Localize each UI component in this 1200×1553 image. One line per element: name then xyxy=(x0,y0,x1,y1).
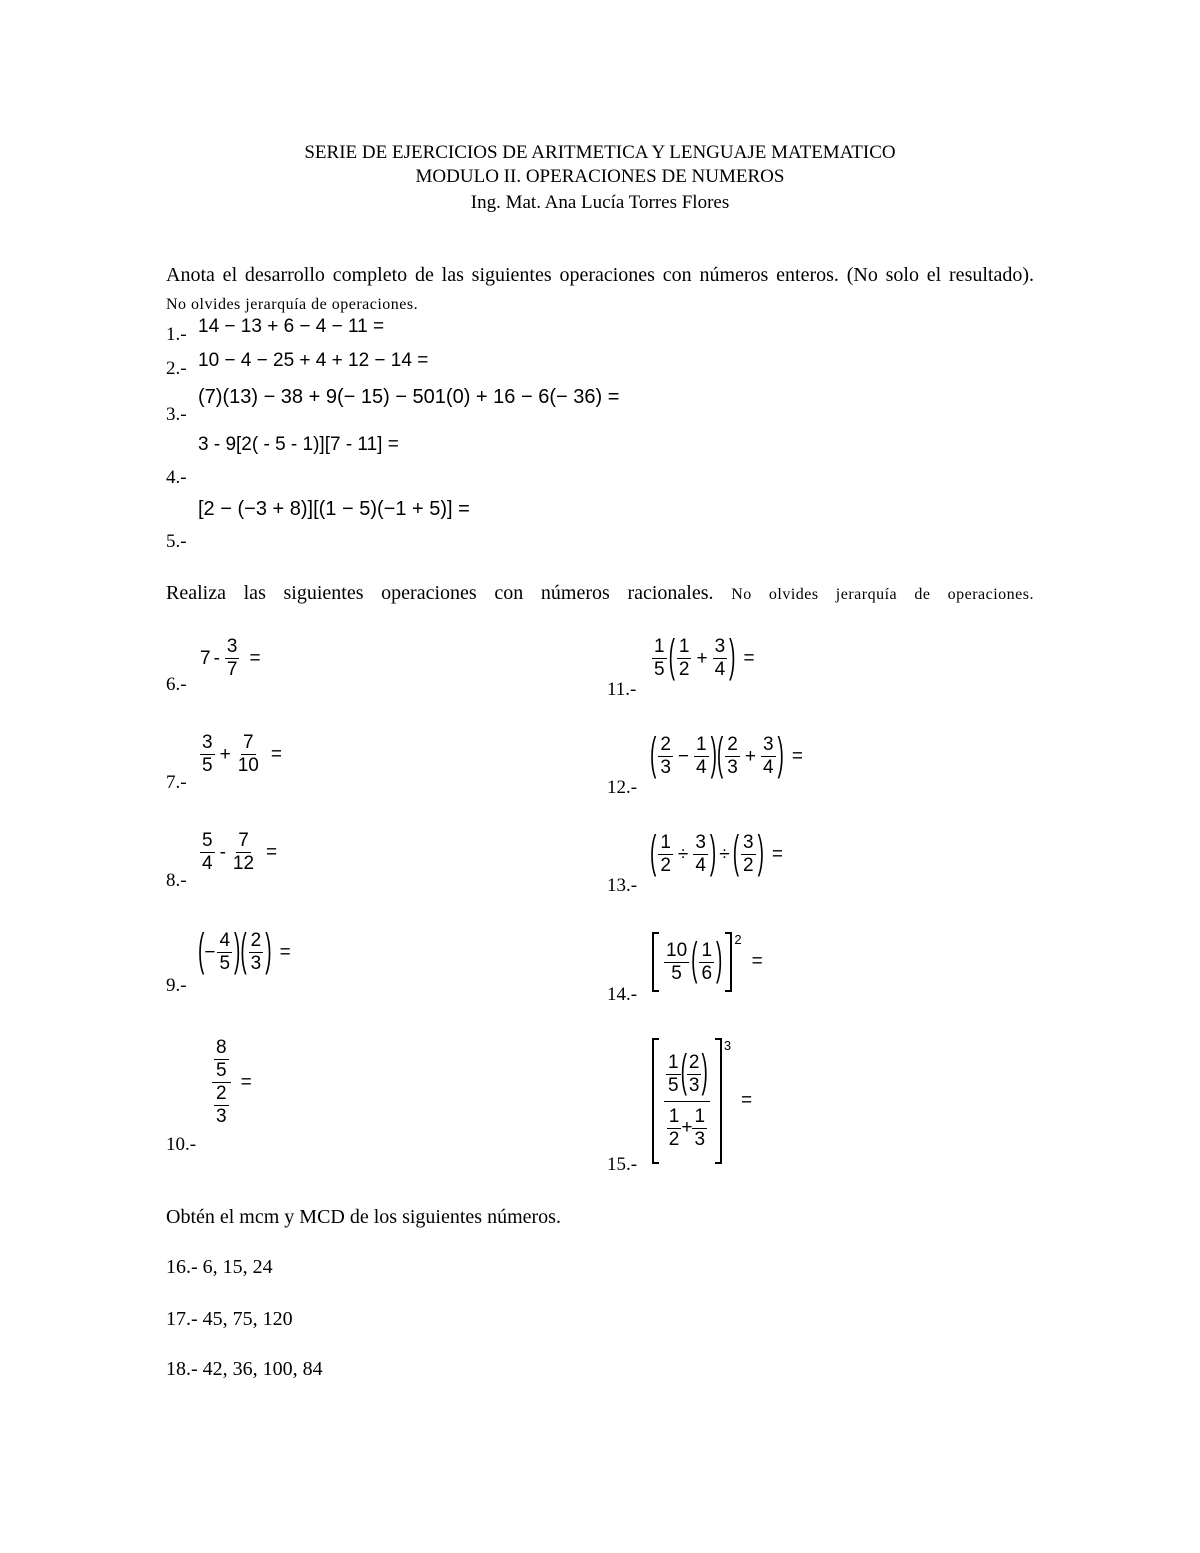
exercise-label: 10.- xyxy=(166,1134,197,1155)
module-title: MODULO II. OPERACIONES DE NUMEROS xyxy=(415,166,785,187)
exercise-label: 8.- xyxy=(166,870,187,891)
exercise-label: 12.- xyxy=(607,777,638,798)
exercise-expression: ( − $\frac{4}{5}$ ) ( $\frac{2}{3}$ ) = xyxy=(198,926,291,977)
section1-instruction-end xyxy=(166,290,418,318)
exercise-expression: ( $\frac{2}{3}$ − $\frac{1}{4}$ ) ( $\frac{2}{3}$ + $\frac{3}{4}$ ) = xyxy=(650,730,803,781)
exercise-expression: 7 - $\frac{3}{7}$ = xyxy=(200,636,261,680)
section1-instruction: Anota el desarrollo completo de las siguientes operaciones con números enteros. (No solo el resultado). xyxy=(166,264,1034,286)
exercise-expression: 10 − 4 − 25 + 4 + 12 − 14 = xyxy=(198,350,429,371)
exercise-expression: 14 − 13 + 6 − 4 − 11 = xyxy=(198,316,385,337)
section1-instruction-note: No olvides jerarquía de operaciones. xyxy=(166,296,419,313)
section3-instruction: Obtén el mcm y MCD de los siguientes números. xyxy=(166,1206,561,1228)
exercise-expression: $\frac{1}{5}$ ( $\frac{2}{3}$ ) $\frac{1}{2}$ + $\frac{1}{3}$ 3 = xyxy=(652,1038,752,1164)
exercise-label: 4.- xyxy=(166,467,187,488)
exercise-item: 16.- 6, 15, 24 xyxy=(166,1256,273,1278)
document-title: SERIE DE EJERCICIOS DE ARITMETICA Y LENGUAJE MATEMATICO xyxy=(304,142,896,163)
exercise-expression: (7)(13) − 38 + 9(− 15) − 501(0) + 16 − 6(− 36) = xyxy=(198,386,620,408)
section2-instruction: Realiza las siguientes operaciones con números racionales. No olvides jerarquía de operaciones. xyxy=(166,582,1034,604)
exercise-item: 18.- 42, 36, 100, 84 xyxy=(166,1358,323,1380)
exercise-label: 11.- xyxy=(607,679,637,700)
exercise-label: 5.- xyxy=(166,531,187,552)
exercise-label: 15.- xyxy=(607,1154,638,1175)
exercise-expression: $\frac{10}{5}$ ( $\frac{1}{6}$ ) 2 = xyxy=(652,932,763,992)
exercise-expression: 3 - 9[2( - 5 - 1)][7 - 11] = xyxy=(198,434,399,455)
exercise-expression: ( $\frac{1}{2}$ ÷ $\frac{3}{4}$ ) ÷ ( $\frac{3}{2}$ ) = xyxy=(650,828,784,879)
exercise-label: 3.- xyxy=(166,404,187,425)
exercise-label: 2.- xyxy=(166,358,187,379)
exercise-label: 1.- xyxy=(166,324,187,345)
exercise-expression: $\frac{5}{4}$ - $\frac{7}{12}$ = xyxy=(202,830,278,874)
exercise-label: 9.- xyxy=(166,975,187,996)
exercise-label: 14.- xyxy=(607,984,638,1005)
exercise-label: 13.- xyxy=(607,875,638,896)
exercise-label: 7.- xyxy=(166,772,187,793)
exercise-expression: $\frac{3}{5}$ + $\frac{7}{10}$ = xyxy=(202,732,282,776)
exercise-item: 17.- 45, 75, 120 xyxy=(166,1308,293,1330)
exercise-expression: $\frac{1}{5}$ ( $\frac{1}{2}$ + $\frac{3}{4}$ ) = xyxy=(654,632,755,683)
exercise-expression: $\frac{\frac{8}{5}}{\frac{2}{3}}$ = xyxy=(210,1037,252,1128)
exercise-label: 6.- xyxy=(166,674,187,695)
author: Ing. Mat. Ana Lucía Torres Flores xyxy=(470,192,730,213)
exercise-expression: [2 − (−3 + 8)][(1 − 5)(−1 + 5)] = xyxy=(198,498,470,520)
